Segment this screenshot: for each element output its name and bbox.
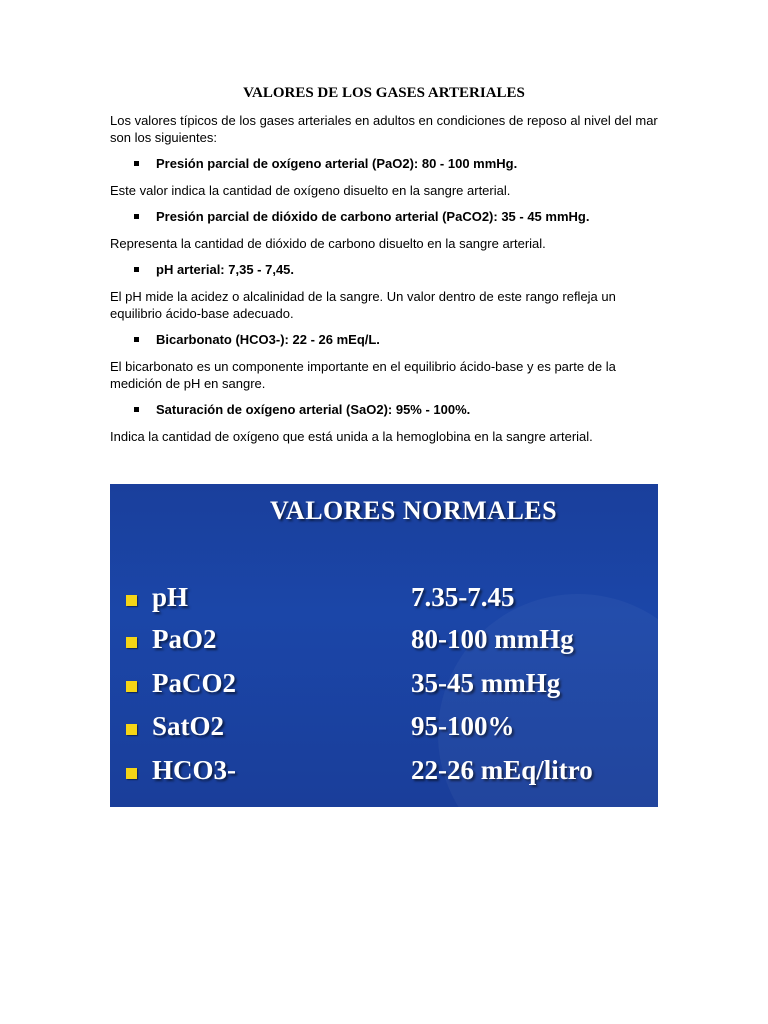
slide-param: PaO2 [152, 624, 217, 654]
slide-value: 7.35-7.45 [411, 582, 515, 612]
bullet-item-ph [110, 261, 658, 278]
slide-param: HCO3- [152, 755, 236, 785]
normal-values-slide-image [110, 484, 658, 807]
intro-paragraph: Los valores típicos de los gases arteriales en adultos en condiciones de reposo al nivel del mar son los siguientes: [110, 113, 658, 145]
description-pao2: Este valor indica la cantidad de oxígeno disuelto en la sangre arterial. [110, 183, 511, 198]
bullet-text: pH arterial: 7,35 - 7,45. [156, 262, 295, 277]
bullet-square-icon [134, 407, 139, 412]
description-ph: El pH mide la acidez o alcalinidad de la sangre. Un valor dentro de este rango refleja un equilibrio ácido-base adecuado. [110, 289, 616, 321]
description-hco3: El bicarbonato es un componente importante en el equilibrio ácido-base y es parte de la medición de pH en sangre. [110, 359, 616, 391]
slide-param: pH [152, 582, 189, 612]
bullet-item-paco2 [110, 208, 658, 225]
page-title: VALORES DE LOS GASES ARTERIALES [243, 85, 525, 101]
bullet-square-icon [134, 337, 139, 342]
slide-value: 22-26 mEq/litro [411, 755, 593, 785]
slide-row-sato2 [110, 711, 658, 751]
slide-value: 95-100% [411, 711, 515, 741]
slide-row-paco2 [110, 668, 658, 708]
description-sao2: Indica la cantidad de oxígeno que está unida a la hemoglobina en la sangre arterial. [110, 429, 593, 444]
yellow-square-bullet-icon [126, 724, 137, 735]
bullet-square-icon [134, 214, 139, 219]
bullet-text: Saturación de oxígeno arterial (SaO2): 95% - 100%. [156, 402, 471, 417]
bullet-text: Presión parcial de dióxido de carbono arterial (PaCO2): 35 - 45 mmHg. [156, 209, 590, 224]
slide-param: SatO2 [152, 711, 225, 741]
slide-value: 80-100 mmHg [411, 624, 574, 654]
slide-row-hco3 [110, 755, 658, 795]
bullet-item-hco3 [110, 331, 658, 348]
yellow-square-bullet-icon [126, 681, 137, 692]
bullet-square-icon [134, 161, 139, 166]
slide-row-pao2 [110, 624, 658, 664]
slide-row-ph [110, 582, 658, 622]
bullet-text: Bicarbonato (HCO3-): 22 - 26 mEq/L. [156, 332, 380, 347]
description-paco2: Representa la cantidad de dióxido de carbono disuelto en la sangre arterial. [110, 236, 546, 251]
yellow-square-bullet-icon [126, 768, 137, 779]
slide-value: 35-45 mmHg [411, 668, 561, 698]
bullet-item-pao2 [110, 155, 658, 172]
slide-param: PaCO2 [152, 668, 236, 698]
bullet-item-sao2 [110, 401, 658, 418]
yellow-square-bullet-icon [126, 595, 137, 606]
bullet-text: Presión parcial de oxígeno arterial (PaO2): 80 - 100 mmHg. [156, 156, 518, 171]
document-body [110, 112, 658, 454]
yellow-square-bullet-icon [126, 637, 137, 648]
bullet-square-icon [134, 267, 139, 272]
slide-title: VALORES NORMALES [270, 496, 558, 525]
